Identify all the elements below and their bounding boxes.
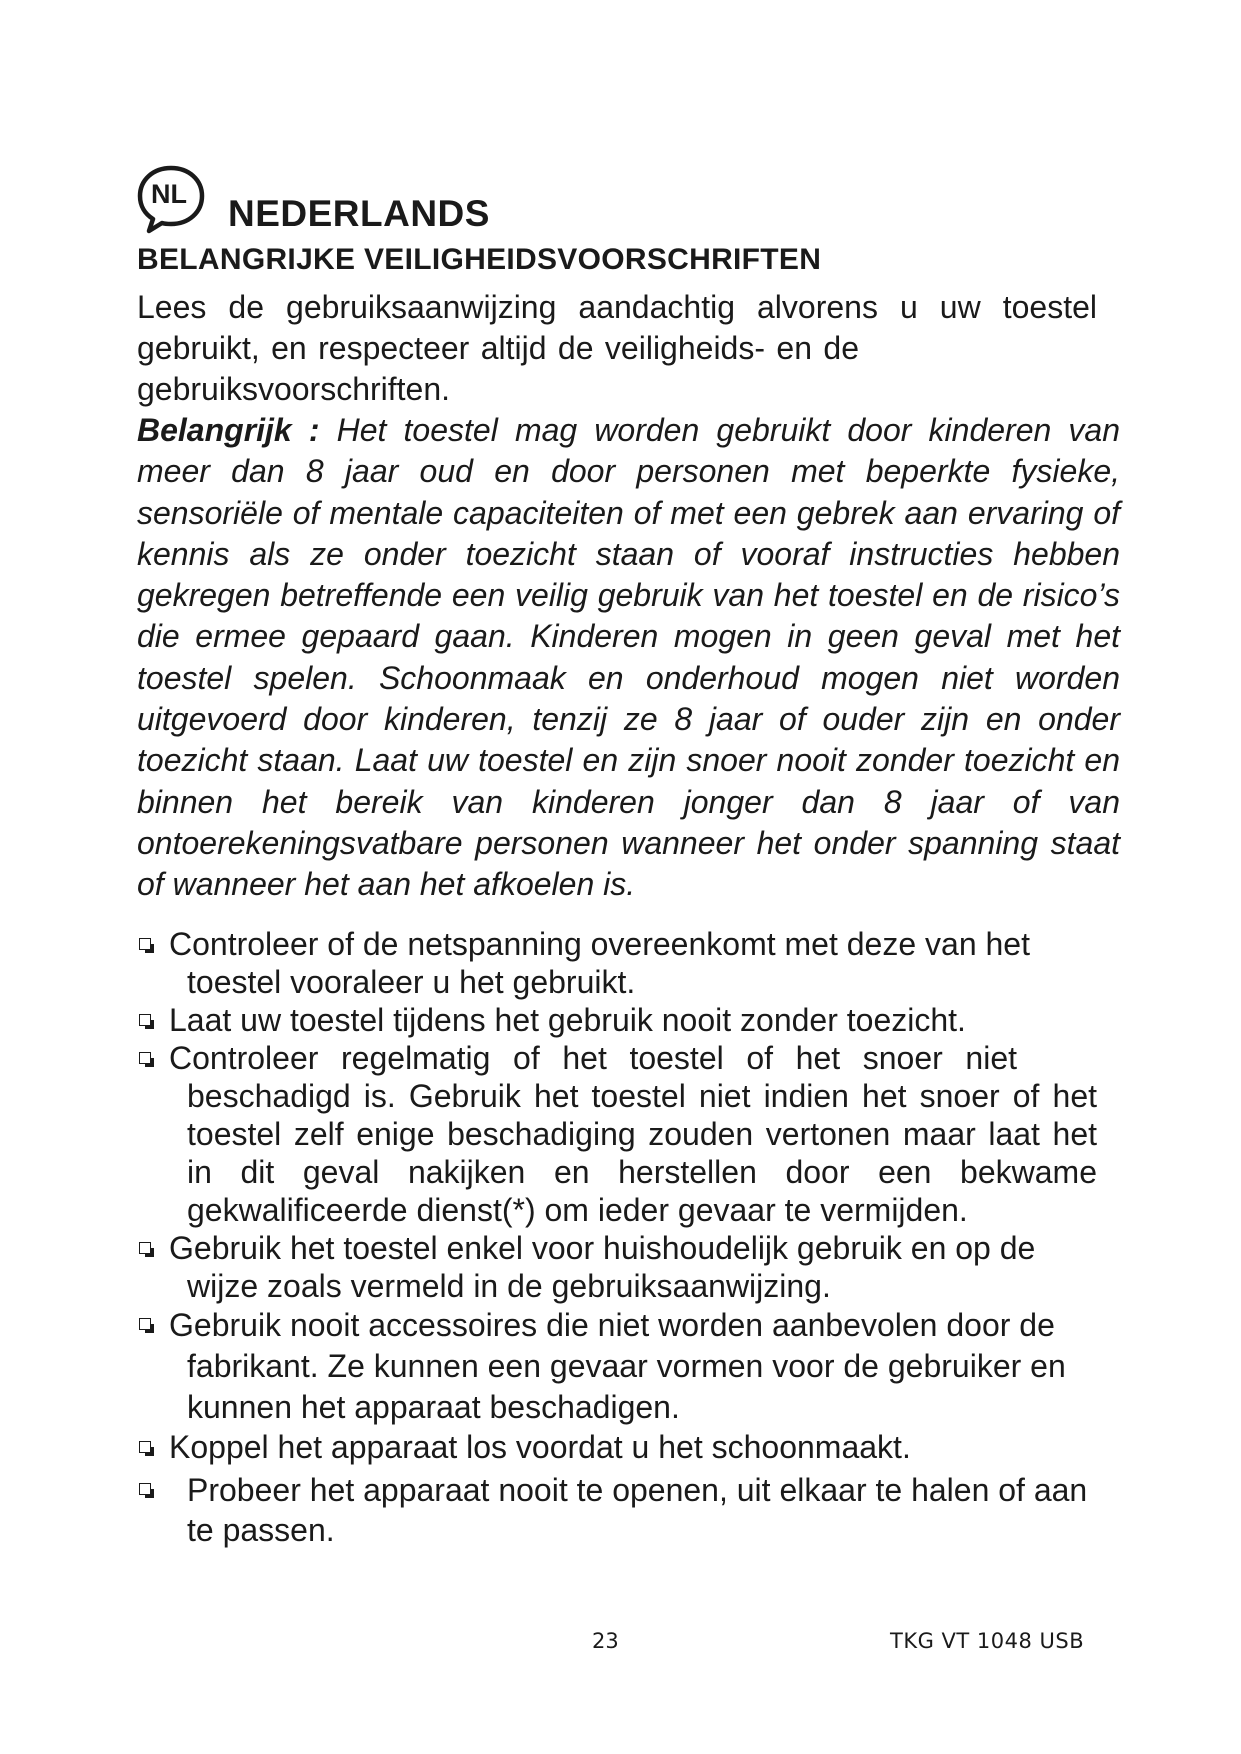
list-item (137, 1229, 1097, 1305)
language-heading: NEDERLANDS (228, 193, 490, 234)
model-number: TKG VT 1048 USB (890, 1629, 1085, 1653)
language-badge (135, 163, 207, 235)
checkbox-bullet-icon (139, 1014, 151, 1026)
intro-paragraph (137, 287, 1097, 410)
checkbox-bullet-icon (139, 1052, 151, 1064)
list-item (137, 1039, 1097, 1229)
list-item (137, 1305, 1097, 1428)
list-item-first-line: Probeer het apparaat nooit te openen, uit elkaar te halen of aan (187, 1472, 1088, 1508)
checkbox-bullet-icon (139, 1483, 151, 1495)
page-number: 23 (592, 1629, 619, 1653)
checkbox-bullet-icon (139, 938, 151, 950)
safety-heading: BELANGRIJKE VEILIGHEIDSVOORSCHRIFTEN (137, 243, 822, 276)
warning-paragraph (137, 410, 1120, 906)
list-item-continuation: beschadigd is. Gebruik het toestel niet indien het snoer of het toestel zelf enige beschadiging zouden vertonen maar laat het in dit geval nakijken en herstellen door een bekwame gekwalificeerde dienst(*) om ieder gevaar te vermijden. (187, 1078, 1097, 1228)
list-item-continuation: te passen. (187, 1512, 335, 1548)
list-item-continuation: wijze zoals vermeld in de gebruiksaanwijzing. (187, 1268, 831, 1304)
instruction-list (137, 925, 1097, 1550)
checkbox-bullet-icon (139, 1242, 151, 1254)
list-item-first-line: Controleer of de netspanning overeenkomt met deze van het (169, 926, 1030, 962)
list-item-first-line: Gebruik nooit accessoires die niet worden aanbevolen door de (169, 1307, 1055, 1343)
intro-line: gebruikt, en respecteer altijd de veiligheids- en de (137, 330, 859, 366)
list-item (137, 1001, 1097, 1039)
intro-line: gebruiksvoorschriften. (137, 371, 451, 407)
list-item (137, 925, 1097, 1001)
list-item-continuation: fabrikant. Ze kunnen een gevaar vormen voor de gebruiker en kunnen het apparaat beschadigen. (187, 1348, 1066, 1425)
checkbox-bullet-icon (139, 1441, 151, 1453)
checkbox-bullet-icon (139, 1318, 151, 1330)
warning-text: Het toestel mag worden gebruikt door kinderen van meer dan 8 jaar oud en door personen met beperkte fysieke, sensoriële of mentale capaciteiten of met een gebrek aan ervaring of kennis als ze onder toezicht staan of vooraf instructies hebben gekregen betreffende een veilig gebruik van het toestel en de risico’s die ermee gepaard gaan. Kinderen mogen in geen geval met het toestel spelen. Schoonmaak en onderhoud mogen niet worden uitgevoerd door kinderen, tenzij ze 8 jaar of ouder zijn en onder toezicht staan. Laat uw toestel en zijn snoer nooit zonder toezicht en binnen het bereik van kinderen jonger dan 8 jaar of van ontoerekeningsvatbare personen wanneer het onder spanning staat of wanneer het aan het afkoelen is. (137, 412, 1121, 903)
list-item-first-line: Koppel het apparaat los voordat u het schoonmaakt. (169, 1429, 911, 1465)
list-item (137, 1428, 1097, 1470)
warning-lead: Belangrijk : (137, 412, 320, 448)
language-code: NL (151, 179, 187, 209)
list-item (137, 1470, 1097, 1550)
list-item-first-line: Gebruik het toestel enkel voor huishoudelijk gebruik en op de (169, 1230, 1036, 1266)
list-item-first-line: Controleer regelmatig of het toestel of het snoer niet (169, 1040, 1017, 1076)
list-item-continuation: toestel vooraleer u het gebruikt. (187, 964, 636, 1000)
list-item-first-line: Laat uw toestel tijdens het gebruik nooit zonder toezicht. (169, 1002, 966, 1038)
intro-line: Lees de gebruiksaanwijzing aandachtig alvorens u uw toestel (137, 289, 1097, 325)
